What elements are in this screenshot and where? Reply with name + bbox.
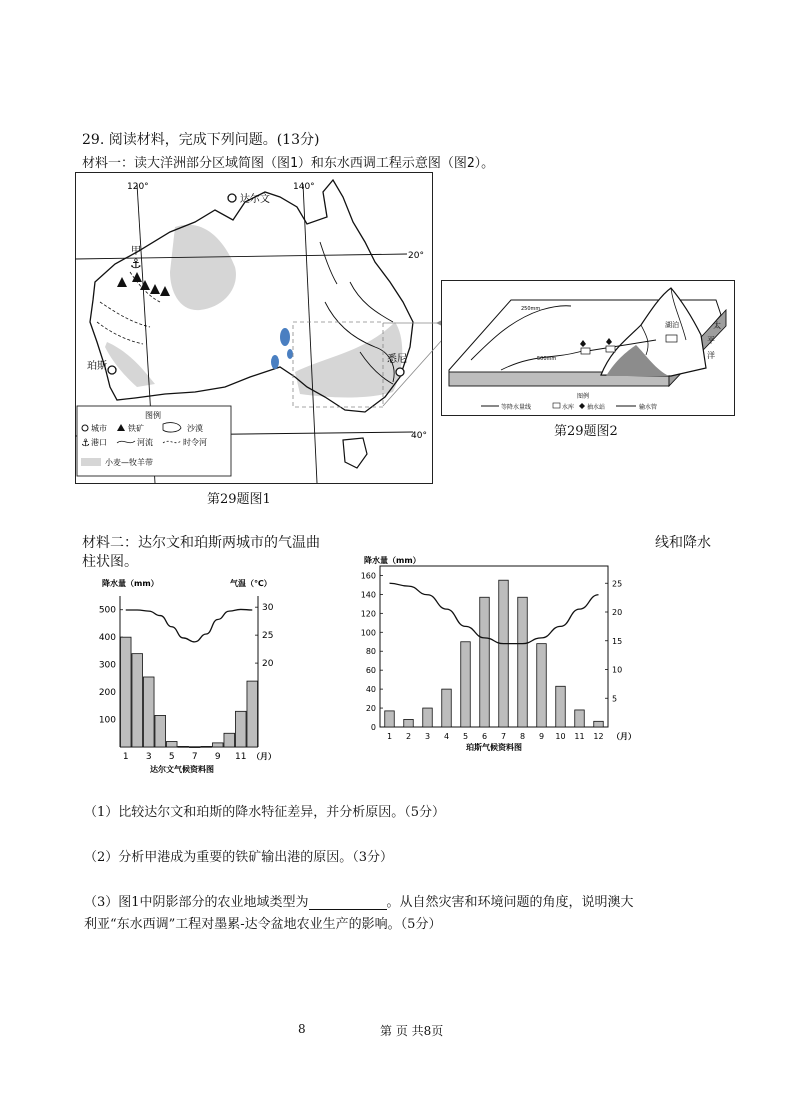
- perth-ytick-label: 160: [360, 571, 376, 581]
- isohyet-250-label: 250mm: [521, 306, 541, 312]
- legend-belt-icon: [81, 458, 101, 466]
- figure-2-caption: 第29题图2: [554, 424, 618, 439]
- perth-y2tick-label: 10: [612, 665, 623, 675]
- city-sydney-label: 悉尼: [387, 354, 407, 365]
- legend2-pump: 抽水站: [587, 404, 606, 411]
- darwin-precip-bar: [143, 677, 154, 747]
- city-darwin-icon: [228, 194, 236, 202]
- darwin-precip-bar: [132, 654, 143, 747]
- perth-xtick-label: 7: [500, 732, 507, 741]
- perth-xtick-label: 10: [555, 732, 566, 741]
- darwin-ytick-label: 500: [98, 605, 116, 616]
- ocean-label-1: 太: [713, 321, 721, 330]
- reservoir-icon: [606, 346, 615, 352]
- darwin-precip-bar: [120, 637, 131, 747]
- legend2-title: 图例: [577, 393, 590, 400]
- anchor-icon: ⚓: [130, 257, 142, 272]
- perth-precip-bar: [556, 686, 566, 727]
- question-1: （1）比较达尔文和珀斯的降水特征差异，并分析原因。（5分）: [84, 805, 446, 820]
- darwin-ytick-label: 300: [98, 660, 116, 671]
- question-2: （2）分析甲港成为重要的铁矿输出港的原因。（3分）: [84, 850, 394, 865]
- darwin-precip-bar: [212, 743, 223, 747]
- legend-title: 图例: [145, 411, 161, 420]
- legend-belt: 小麦—牧羊带: [105, 458, 153, 467]
- legend-port-icon: ⚓: [81, 438, 90, 449]
- lon-140-label: 140°: [293, 182, 315, 192]
- darwin-precip-bar: [235, 711, 246, 747]
- page-total: 第 页 共8页: [380, 1024, 444, 1038]
- perth-ytick-label: 60: [365, 666, 376, 676]
- lon-120-label: 120°: [127, 182, 149, 192]
- perth-precip-bar: [385, 711, 395, 727]
- perth-precip-bar: [594, 721, 604, 727]
- perth-precip-bar: [537, 644, 547, 727]
- darwin-precip-bar: [247, 681, 258, 747]
- lake-label: 湖泊: [665, 321, 679, 329]
- perth-ytick-label: 0: [370, 723, 376, 732]
- port-jia-label: 甲: [131, 246, 141, 257]
- legend-seasonal: 时令河: [183, 438, 207, 447]
- legend-river: 河流: [137, 438, 153, 447]
- desert-lake: [280, 328, 290, 346]
- perth-ytick-label: 100: [360, 628, 376, 638]
- darwin-precip-bar: [189, 747, 200, 748]
- perth-precip-bar: [404, 719, 414, 727]
- legend-port: 港口: [91, 438, 107, 447]
- page-number: 8: [298, 1022, 306, 1036]
- city-perth-label: 珀斯: [87, 361, 107, 372]
- perth-ylabel: 降水量（mm）: [364, 556, 421, 565]
- darwin-ytick-label: 400: [98, 633, 116, 644]
- figure-1-caption: 第29题图1: [207, 492, 271, 507]
- perth-xlabel: （月）: [612, 732, 636, 741]
- map-figure-2: [441, 280, 735, 416]
- perth-xtick-label: 9: [538, 732, 545, 741]
- perth-precip-bar: [518, 597, 528, 727]
- perth-climate-chart: [358, 552, 640, 752]
- perth-ytick-label: 140: [360, 590, 376, 600]
- perth-precip-bar: [499, 580, 509, 727]
- darwin-xtick-label: 1: [122, 752, 129, 762]
- desert-lake: [271, 355, 279, 369]
- lat-20-label: 20°: [408, 251, 424, 261]
- perth-xtick-label: 4: [443, 732, 450, 741]
- perth-y2tick-label: 5: [612, 694, 618, 704]
- darwin-precip-bar: [166, 742, 177, 747]
- lat-40-label: 40°: [411, 431, 427, 441]
- darwin-y2tick-label: 20: [262, 659, 274, 670]
- perth-plot-frame: [380, 566, 608, 727]
- legend2-pipe: 输水管: [639, 404, 658, 411]
- material-two-a: 材料二：达尔文和珀斯两城市的气温曲: [82, 535, 320, 551]
- perth-precip-bar: [461, 642, 471, 727]
- perth-ytick-label: 20: [365, 704, 376, 714]
- darwin-y2tick-label: 25: [262, 631, 274, 642]
- darwin-precip-bar: [178, 746, 189, 747]
- perth-temp-line: [390, 583, 599, 643]
- darwin-title: 达尔文气候资料图: [150, 765, 214, 774]
- perth-xtick-label: 8: [519, 732, 526, 741]
- darwin-xtick-label: 5: [168, 752, 175, 762]
- darwin-xtick-label: 7: [191, 752, 198, 762]
- darwin-ytick-label: 100: [98, 715, 116, 726]
- city-darwin-label: 达尔文: [240, 194, 270, 205]
- legend2-res: 水库: [562, 404, 575, 411]
- material-two-b: 柱状图。: [82, 554, 138, 570]
- darwin-xtick-label: 11: [235, 752, 247, 762]
- darwin-y2label: 气温（℃）: [230, 579, 272, 588]
- darwin-xlabel: （月）: [252, 752, 276, 761]
- perth-y2tick-label: 25: [612, 579, 623, 589]
- darwin-xtick-label: 3: [145, 752, 152, 762]
- perth-xtick-label: 3: [424, 732, 431, 741]
- perth-precip-bar: [575, 710, 585, 727]
- material-two-c: 线和降水: [655, 535, 711, 551]
- question-3-c: 利亚“东水西调”工程对墨累-达令盆地农业生产的影响。（5分）: [84, 917, 442, 932]
- darwin-ytick-label: 200: [98, 688, 116, 699]
- answer-blank[interactable]: [309, 895, 387, 910]
- material-one: 材料一：读大洋洲部分区域简图（图1）和东水西调工程示意图（图2）。: [82, 156, 495, 171]
- perth-precip-bar: [423, 708, 433, 727]
- perth-title: 珀斯气候资料图: [466, 743, 522, 752]
- question-3-b: 。从自然灾害和环境问题的角度，说明澳大: [386, 895, 634, 910]
- darwin-precip-bar: [155, 715, 166, 747]
- legend-city: 城市: [91, 424, 107, 433]
- perth-xtick-label: 2: [405, 732, 412, 741]
- legend-city-icon: [82, 425, 88, 431]
- question-3-a: （3）图1中阴影部分的农业地域类型为: [84, 895, 309, 910]
- darwin-climate-chart: [90, 574, 310, 779]
- ocean-label-3: 洋: [707, 351, 715, 360]
- legend-desert: 沙漠: [187, 424, 203, 433]
- perth-y2tick-label: 20: [612, 608, 623, 617]
- reservoir-icon: [666, 335, 677, 342]
- darwin-temp-line: [126, 609, 253, 641]
- isohyet-500-label: 500mm: [537, 356, 557, 362]
- legend2-iso: 等降水量线: [501, 404, 532, 411]
- perth-xtick-label: 5: [462, 732, 469, 741]
- reservoir-icon: [581, 348, 590, 354]
- darwin-precip-bar: [224, 733, 235, 747]
- darwin-xtick-label: 9: [214, 752, 221, 762]
- legend-iron: 铁矿: [128, 424, 144, 433]
- perth-xtick-label: 6: [481, 732, 488, 741]
- ocean-label-2: 平: [707, 336, 715, 345]
- perth-ytick-label: 40: [365, 685, 376, 695]
- perth-xtick-label: 11: [574, 732, 585, 741]
- perth-precip-bar: [442, 689, 452, 727]
- question-title: 29. 阅读材料，完成下列问题。(13分): [82, 132, 320, 148]
- darwin-y2tick-label: 30: [262, 603, 274, 614]
- perth-xtick-label: 1: [386, 732, 393, 741]
- perth-precip-bar: [480, 597, 490, 727]
- connector-arrow: [380, 320, 445, 410]
- perth-xtick-label: 12: [593, 732, 604, 741]
- darwin-ylabel: 降水量（mm）: [102, 579, 159, 588]
- desert-lake: [287, 349, 293, 359]
- perth-ytick-label: 120: [360, 609, 376, 619]
- perth-ytick-label: 80: [365, 647, 376, 657]
- darwin-precip-bar: [201, 746, 212, 747]
- perth-y2tick-label: 15: [612, 636, 623, 646]
- city-perth-icon: [108, 366, 116, 374]
